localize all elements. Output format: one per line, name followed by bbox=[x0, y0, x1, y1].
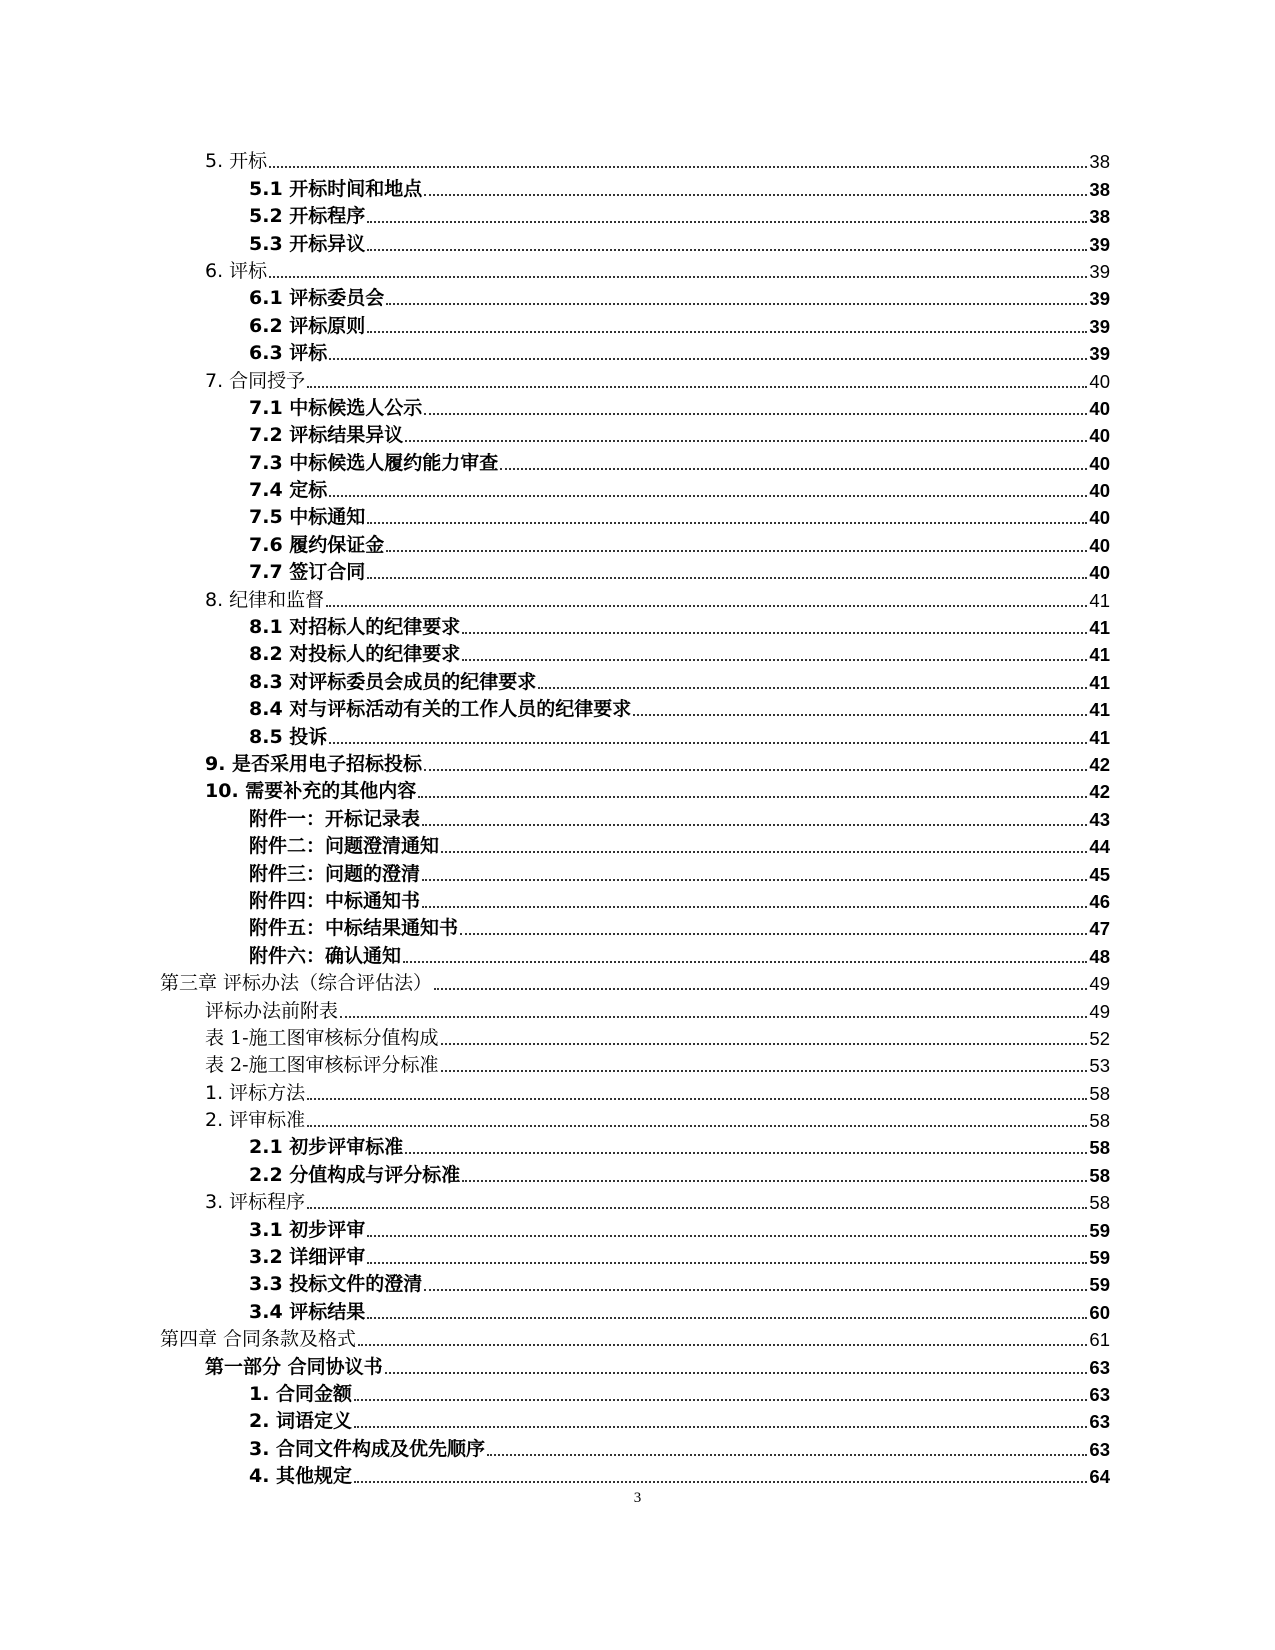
dot-leader bbox=[403, 960, 1087, 963]
dot-leader bbox=[329, 357, 1087, 360]
dot-leader bbox=[307, 1097, 1087, 1100]
toc-entry[interactable] bbox=[160, 1105, 1110, 1132]
dot-leader bbox=[354, 1398, 1087, 1401]
dot-leader bbox=[405, 439, 1087, 442]
dot-leader bbox=[434, 987, 1087, 990]
toc-entry-title: 7.5 中标通知 bbox=[249, 506, 366, 529]
toc-entry[interactable] bbox=[160, 831, 1110, 858]
toc-entry[interactable] bbox=[160, 365, 1110, 392]
toc-entry-title: 第四章 合同条款及格式 bbox=[160, 1328, 357, 1351]
toc-entry-title: 8. 纪律和监督 bbox=[205, 588, 325, 611]
toc-entry-page: 63 bbox=[1089, 1411, 1110, 1433]
toc-entry[interactable] bbox=[160, 995, 1110, 1022]
toc-entry-page: 41 bbox=[1089, 617, 1110, 639]
toc-entry[interactable] bbox=[160, 721, 1110, 748]
toc-entry-page: 58 bbox=[1089, 1110, 1110, 1132]
toc-entry-page: 38 bbox=[1089, 206, 1110, 228]
dot-leader bbox=[441, 1069, 1088, 1072]
toc-entry[interactable] bbox=[160, 1023, 1110, 1050]
toc-entry[interactable] bbox=[160, 858, 1110, 885]
toc-entry[interactable] bbox=[160, 1406, 1110, 1433]
toc-entry-page: 40 bbox=[1089, 507, 1110, 529]
dot-leader bbox=[269, 275, 1087, 278]
toc-entry-title: 评标办法前附表 bbox=[205, 999, 339, 1022]
toc-entry[interactable] bbox=[160, 1324, 1110, 1351]
toc-entry[interactable] bbox=[160, 612, 1110, 639]
toc-entry[interactable] bbox=[160, 1050, 1110, 1077]
dot-leader bbox=[326, 604, 1087, 607]
toc-entry-title: 10. 需要补充的其他内容 bbox=[205, 780, 417, 803]
toc-entry-title: 3.4 评标结果 bbox=[249, 1300, 366, 1323]
dot-leader bbox=[386, 549, 1087, 552]
toc-entry-title: 3.2 详细评审 bbox=[249, 1246, 366, 1269]
toc-entry-title: 6.2 评标原则 bbox=[249, 314, 366, 337]
toc-entry-title: 5.3 开标异议 bbox=[249, 232, 366, 255]
toc-entry[interactable] bbox=[160, 639, 1110, 666]
toc-entry[interactable] bbox=[160, 338, 1110, 365]
toc-entry[interactable] bbox=[160, 393, 1110, 420]
toc-entry-page: 41 bbox=[1089, 644, 1110, 666]
dot-leader bbox=[633, 713, 1087, 716]
toc-entry[interactable] bbox=[160, 1433, 1110, 1460]
toc-entry[interactable] bbox=[160, 940, 1110, 967]
toc-entry-page: 41 bbox=[1089, 671, 1110, 693]
toc-entry-page: 40 bbox=[1089, 562, 1110, 584]
toc-entry-title: 6.1 评标委员会 bbox=[249, 287, 385, 310]
toc-entry-title: 6.3 评标 bbox=[249, 342, 328, 365]
toc-entry-title: 7.4 定标 bbox=[249, 479, 328, 502]
toc-entry-page: 38 bbox=[1089, 178, 1110, 200]
toc-entry[interactable] bbox=[160, 803, 1110, 830]
toc-entry-page: 64 bbox=[1089, 1466, 1110, 1488]
dot-leader bbox=[422, 878, 1087, 881]
toc-entry[interactable] bbox=[160, 776, 1110, 803]
dot-leader bbox=[385, 1371, 1088, 1374]
toc-entry-page: 41 bbox=[1089, 589, 1110, 611]
toc-entry-page: 49 bbox=[1089, 1000, 1110, 1022]
toc-entry-title: 第三章 评标办法（综合评估法） bbox=[160, 972, 433, 995]
toc-entry-page: 61 bbox=[1089, 1329, 1110, 1351]
toc-entry[interactable] bbox=[160, 968, 1110, 995]
toc-entry-title: 附件三：问题的澄清 bbox=[249, 862, 421, 885]
dot-leader bbox=[422, 905, 1087, 908]
toc-entry-page: 48 bbox=[1089, 945, 1110, 967]
toc-entry-title: 5.2 开标程序 bbox=[249, 205, 366, 228]
dot-leader bbox=[367, 330, 1087, 333]
toc-entry[interactable] bbox=[160, 749, 1110, 776]
toc-entry-title: 3. 合同文件构成及优先顺序 bbox=[249, 1437, 486, 1460]
dot-leader bbox=[418, 795, 1087, 798]
toc-entry-title: 8.5 投诉 bbox=[249, 725, 328, 748]
toc-entry-page: 40 bbox=[1089, 480, 1110, 502]
toc-entry-page: 63 bbox=[1089, 1383, 1110, 1405]
toc-entry-page: 39 bbox=[1089, 343, 1110, 365]
dot-leader bbox=[354, 1480, 1087, 1483]
dot-leader bbox=[424, 768, 1087, 771]
dot-leader bbox=[424, 412, 1087, 415]
toc-entry-title: 附件一：开标记录表 bbox=[249, 807, 421, 830]
toc-entry[interactable] bbox=[160, 529, 1110, 556]
toc-entry[interactable] bbox=[160, 201, 1110, 228]
page-number: 3 bbox=[633, 1490, 642, 1506]
toc-entry-title: 7.7 签订合同 bbox=[249, 561, 366, 584]
dot-leader bbox=[424, 1288, 1087, 1291]
dot-leader bbox=[367, 248, 1087, 251]
dot-leader bbox=[500, 467, 1087, 470]
toc-entry[interactable] bbox=[160, 1187, 1110, 1214]
toc-entry-title: 2. 词语定义 bbox=[249, 1410, 353, 1433]
toc-entry-title: 2.1 初步评审标准 bbox=[249, 1136, 404, 1159]
toc-entry-title: 8.4 对与评标活动有关的工作人员的纪律要求 bbox=[249, 698, 632, 721]
toc-entry-page: 39 bbox=[1089, 260, 1110, 282]
toc-entry-page: 43 bbox=[1089, 808, 1110, 830]
dot-leader bbox=[269, 165, 1087, 168]
dot-leader bbox=[340, 1015, 1087, 1018]
toc-entry-title: 7.2 评标结果异议 bbox=[249, 424, 404, 447]
dot-leader bbox=[329, 741, 1087, 744]
toc-entry[interactable] bbox=[160, 1159, 1110, 1186]
toc-entry-page: 38 bbox=[1089, 151, 1110, 173]
toc-entry[interactable] bbox=[160, 256, 1110, 283]
toc-entry-page: 39 bbox=[1089, 233, 1110, 255]
toc-entry-title: 附件四：中标通知书 bbox=[249, 889, 421, 912]
toc-entry-page: 53 bbox=[1089, 1055, 1110, 1077]
toc-entry[interactable] bbox=[160, 173, 1110, 200]
toc-entry[interactable] bbox=[160, 146, 1110, 173]
toc-entry-title: 3.3 投标文件的澄清 bbox=[249, 1273, 423, 1296]
toc-entry-title: 3. 评标程序 bbox=[205, 1191, 306, 1214]
toc-entry-title: 1. 合同金额 bbox=[249, 1382, 353, 1405]
toc-entry[interactable] bbox=[160, 694, 1110, 721]
toc-entry-page: 59 bbox=[1089, 1247, 1110, 1269]
toc-entry[interactable] bbox=[160, 283, 1110, 310]
toc-entry-title: 表 2-施工图审核标评分标准 bbox=[205, 1054, 439, 1077]
toc-entry-title: 6. 评标 bbox=[205, 259, 268, 282]
toc-entry[interactable] bbox=[160, 1379, 1110, 1406]
toc-entry[interactable] bbox=[160, 475, 1110, 502]
toc-entry[interactable] bbox=[160, 666, 1110, 693]
toc-entry[interactable] bbox=[160, 502, 1110, 529]
toc-entry[interactable] bbox=[160, 1077, 1110, 1104]
dot-leader bbox=[307, 1124, 1087, 1127]
dot-leader bbox=[422, 823, 1087, 826]
toc-entry[interactable] bbox=[160, 1351, 1110, 1378]
toc-entry[interactable] bbox=[160, 1296, 1110, 1323]
toc-entry-title: 7.3 中标候选人履约能力审查 bbox=[249, 451, 499, 474]
toc-entry-title: 2. 评审标准 bbox=[205, 1109, 306, 1132]
toc-entry-page: 59 bbox=[1089, 1274, 1110, 1296]
dot-leader bbox=[367, 220, 1087, 223]
dot-leader bbox=[307, 1206, 1087, 1209]
toc-entry-title: 5. 开标 bbox=[205, 150, 268, 173]
dot-leader bbox=[462, 1179, 1087, 1182]
toc-entry[interactable] bbox=[160, 886, 1110, 913]
toc-entry[interactable] bbox=[160, 420, 1110, 447]
toc-entry-title: 1. 评标方法 bbox=[205, 1081, 306, 1104]
toc-entry-page: 39 bbox=[1089, 315, 1110, 337]
toc-entry-title: 9. 是否采用电子招标投标 bbox=[205, 752, 423, 775]
dot-leader bbox=[405, 1151, 1087, 1154]
toc-entry[interactable] bbox=[160, 913, 1110, 940]
toc-entry-page: 41 bbox=[1089, 726, 1110, 748]
dot-leader bbox=[441, 850, 1087, 853]
toc-entry[interactable] bbox=[160, 557, 1110, 584]
table-of-contents bbox=[160, 146, 1110, 1488]
toc-entry-title: 7.6 履约保证金 bbox=[249, 533, 385, 556]
dot-leader bbox=[329, 494, 1087, 497]
dot-leader bbox=[462, 631, 1087, 634]
toc-entry-page: 44 bbox=[1089, 836, 1110, 858]
toc-entry-page: 59 bbox=[1089, 1219, 1110, 1241]
toc-entry-page: 63 bbox=[1089, 1356, 1110, 1378]
dot-leader bbox=[354, 1425, 1087, 1428]
toc-entry[interactable] bbox=[160, 1214, 1110, 1241]
dot-leader bbox=[462, 658, 1087, 661]
toc-entry-page: 41 bbox=[1089, 699, 1110, 721]
toc-entry-title: 附件二：问题澄清通知 bbox=[249, 835, 440, 858]
dot-leader bbox=[538, 686, 1087, 689]
toc-entry-page: 40 bbox=[1089, 452, 1110, 474]
toc-entry-title: 8.1 对招标人的纪律要求 bbox=[249, 616, 461, 639]
dot-leader bbox=[460, 932, 1087, 935]
toc-entry-title: 第一部分 合同协议书 bbox=[205, 1355, 383, 1378]
toc-entry-page: 39 bbox=[1089, 288, 1110, 310]
toc-entry-page: 58 bbox=[1089, 1192, 1110, 1214]
dot-leader bbox=[367, 521, 1087, 524]
toc-entry-title: 2.2 分值构成与评分标准 bbox=[249, 1163, 461, 1186]
toc-entry-page: 63 bbox=[1089, 1438, 1110, 1460]
toc-entry-title: 附件六：确认通知 bbox=[249, 944, 402, 967]
dot-leader bbox=[487, 1453, 1087, 1456]
toc-entry-page: 40 bbox=[1089, 397, 1110, 419]
toc-entry-page: 58 bbox=[1089, 1164, 1110, 1186]
toc-entry-page: 52 bbox=[1089, 1027, 1110, 1049]
toc-entry-page: 47 bbox=[1089, 918, 1110, 940]
toc-entry[interactable] bbox=[160, 228, 1110, 255]
dot-leader bbox=[386, 302, 1087, 305]
dot-leader bbox=[424, 193, 1087, 196]
toc-entry[interactable] bbox=[160, 1242, 1110, 1269]
toc-entry-title: 5.1 开标时间和地点 bbox=[249, 177, 423, 200]
toc-entry[interactable] bbox=[160, 1132, 1110, 1159]
toc-entry-title: 附件五：中标结果通知书 bbox=[249, 917, 459, 940]
toc-entry-page: 60 bbox=[1089, 1301, 1110, 1323]
toc-entry-page: 40 bbox=[1089, 425, 1110, 447]
toc-entry-title: 4. 其他规定 bbox=[249, 1465, 353, 1488]
toc-entry-page: 45 bbox=[1089, 863, 1110, 885]
toc-entry-page: 49 bbox=[1089, 973, 1110, 995]
toc-entry-page: 40 bbox=[1089, 370, 1110, 392]
dot-leader bbox=[367, 1316, 1087, 1319]
toc-entry-page: 42 bbox=[1089, 753, 1110, 775]
toc-entry-title: 7. 合同授予 bbox=[205, 369, 306, 392]
toc-entry-page: 46 bbox=[1089, 890, 1110, 912]
toc-entry-title: 7.1 中标候选人公示 bbox=[249, 396, 423, 419]
dot-leader bbox=[367, 576, 1087, 579]
toc-entry-title: 表 1-施工图审核标分值构成 bbox=[205, 1026, 439, 1049]
toc-entry-title: 3.1 初步评审 bbox=[249, 1218, 366, 1241]
dot-leader bbox=[367, 1234, 1087, 1237]
dot-leader bbox=[358, 1343, 1087, 1346]
toc-entry-title: 8.2 对投标人的纪律要求 bbox=[249, 643, 461, 666]
toc-entry[interactable] bbox=[160, 584, 1110, 611]
toc-entry[interactable] bbox=[160, 447, 1110, 474]
toc-entry-title: 8.3 对评标委员会成员的纪律要求 bbox=[249, 670, 537, 693]
toc-entry-page: 58 bbox=[1089, 1082, 1110, 1104]
toc-entry[interactable] bbox=[160, 310, 1110, 337]
toc-entry-page: 58 bbox=[1089, 1137, 1110, 1159]
dot-leader bbox=[307, 385, 1087, 388]
dot-leader bbox=[367, 1261, 1087, 1264]
toc-entry[interactable] bbox=[160, 1461, 1110, 1488]
toc-entry-page: 40 bbox=[1089, 534, 1110, 556]
dot-leader bbox=[441, 1042, 1088, 1045]
toc-entry[interactable] bbox=[160, 1269, 1110, 1296]
toc-entry-page: 42 bbox=[1089, 781, 1110, 803]
